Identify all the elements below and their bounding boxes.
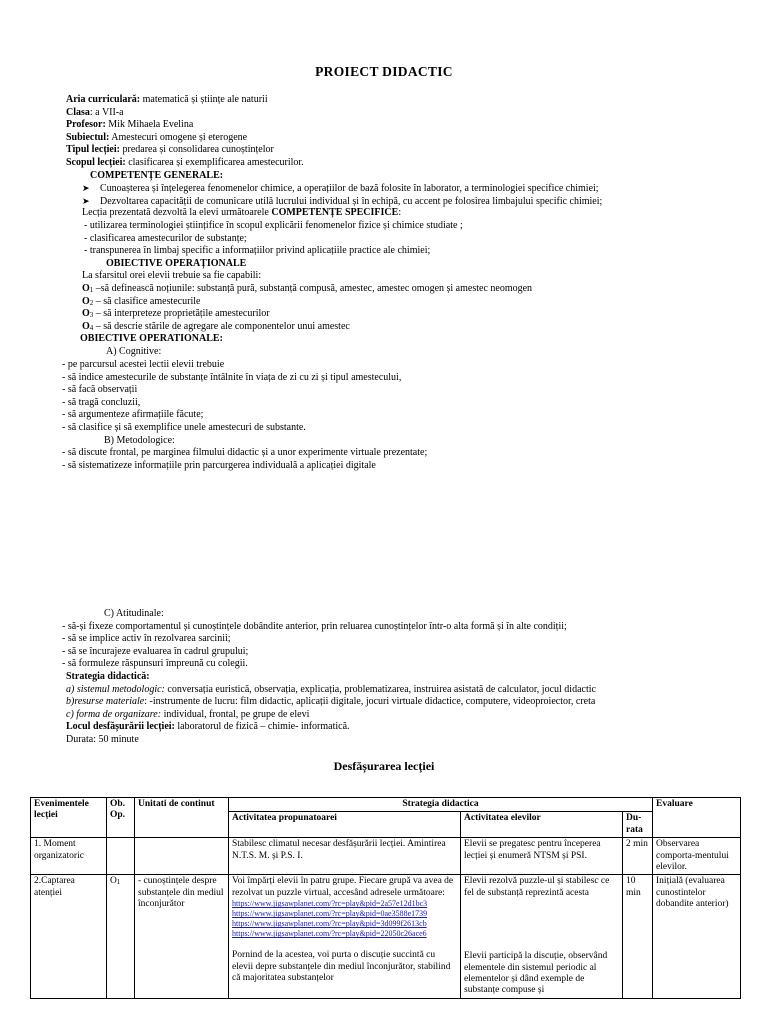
header-evaluare: Evaluare [653,798,741,838]
header-unitati: Unitati de continut [135,798,229,838]
obiectiv-o1: O1 –să definească noțiunile: substanță pură, substanță compusă, amestec, amestec omogen și amestec neomogen [82,282,533,294]
competenta-specifica-2: - clasificarea amestecurilor de substanțe; [84,232,247,244]
cognitive-heading: A) Cognitive: [106,345,162,357]
meta-tip: Tipul lecției: predarea și consolidarea cunoștințelor [66,144,274,156]
cognitive-item: - să argumenteze afirmațiile făcute; [62,409,204,421]
cognitive-item: - să facă observații [62,384,138,396]
puzzle-link-3[interactable]: https://www.jigsawplanet.com/?rc=play&pid=3d099f2613cb [232,919,427,929]
competenta-generala-1: ➤ Cunoașterea și înțelegerea fenomenelor chimice, a operațiilor de bază folosite în laborator, a terminologiei specifice chimiei; [82,183,599,195]
table-row [31,838,741,875]
puzzle-link-2[interactable]: https://www.jigsawplanet.com/?rc=play&pid=0ae3588e1739 [232,909,428,919]
arrow-bullet-icon: ➤ [82,183,90,194]
atitudinale-item: - să formuleze răspunsuri împreună cu colegii. [62,658,248,670]
obiective-heading-2: OBIECTIVE OPERATIONALE: [80,333,223,345]
cell-propunatoare [229,875,461,998]
strategia-a: a) sistemul metodologic: conversația euristică, observația, explicația, problematizarea, instruirea asistată de calculator, jocul didactic [66,683,596,695]
atitudinale-item: - să se implice activ în rezolvarea sarcinii; [62,633,231,645]
metodologice-item: - să sistematizeze informațiile prin parcurgerea individuală a aplicației digitale [62,459,376,471]
cognitive-list [62,359,702,472]
meta-subiect: Subiectul: Amestecuri omogene și eterogene [66,131,248,143]
table-row [31,875,741,998]
puzzle-link-1[interactable]: https://www.jigsawplanet.com/?rc=play&pid=2a57e12d1bc3 [232,899,428,909]
strategia-heading: Strategia didactică: [66,670,150,682]
cell-evaluare: Inițială (evaluarea cunostintelor dobandite anterior) [653,875,741,998]
header-activitatea-elevilor: Activitatea elevilor [461,812,623,838]
arrow-bullet-icon: ➤ [82,195,90,206]
atitudinale-item: - să se încurajeze evaluarea în cadrul grupului; [62,645,249,657]
page-title: PROIECT DIDACTIC [315,64,453,79]
meta-profesor: Profesor: Mik Mihaela Evelina [66,119,194,131]
cell-ob [107,838,135,875]
cognitive-item: - să clasifice și să exemplifice unele amestecuri de substante. [62,421,306,433]
obiective-intro: La sfarsitul orei elevii trebuie sa fie capabili: [82,270,262,282]
strategia-b: b)resurse materiale: -instrumente de lucru: film didactic, aplicații digitale, jocuri virtuale didactice, computere, videoproiector, creta [66,696,596,708]
header-ob-op: Ob. Op. [107,798,135,838]
meta-aria: Aria curriculară: matematică și științe ale naturii [66,94,268,105]
header-strategia: Strategia didactica [229,798,653,812]
strategia-loc: Locul desfășurării lecției: laboratorul de fizică – chimie- informatică. [66,721,350,733]
lesson-table [30,797,741,999]
cell-propunatoare: Stabilesc climatul necesar desfășurării lecției. Amintirea N.T.S. M. și P.S. I. [229,838,461,875]
competenta-specifica-1: - utilizarea terminologiei științifice în scopul explicării fenomenelor fizice și chimice studiate ; [84,219,463,231]
atitudinale-strategia [62,608,742,747]
competenta-specifica-3: - transpunerea în limbaj specific a informațiilor privind aplicațiile practice ale chimiei; [84,245,431,257]
cell-elevi [461,875,623,998]
cell-elevi: Elevii se pregatesc pentru începerea lecției și enumeră NTSM și PSI. [461,838,623,875]
table-header-row [31,798,741,812]
cell-unitati [135,838,229,875]
meta-scop: Scopul lecției: clasificarea și exemplificarea amestecurilor. [66,156,304,168]
obiectiv-o3: O3 – să interpreteze proprietățile amestecurilor [82,308,270,320]
cell-eveniment: 1. Moment organizatoric [31,838,107,875]
cognitive-item: - să indice amestecurile de substanțe întâlnite în viața de zi cu zi și tipul amestecului, [62,371,402,383]
propunatoare-text-a: Voi împărți elevii în patru grupe. Fiecare grupă va avea de rezolvat un puzzle virtual, accesând adresele următoare: [232,876,454,898]
puzzle-link-4[interactable]: https://www.jigsawplanet.com/?rc=play&pid=22050c26ace6 [232,929,427,939]
cell-eveniment: 2.Captarea atenției [31,875,107,998]
metodologice-item: - să discute frontal, pe marginea filmului didactic și a unor experimente virtuale prezentate; [62,447,428,459]
strategia-c: c) forma de organizare: individual, frontal, pe grupe de elevi [66,708,310,720]
atitudinale-item: - să-și fixeze comportamentul și cunoștințele dobândite anterior, prin reluarea cunoștințelor într-o alta formă și în alte condiții; [62,620,567,632]
competente-generale-heading: COMPETENȚE GENERALE: [90,169,224,181]
obiectiv-o4: O4 – să descrie stările de agregare ale componentelor unui amestec [82,320,350,332]
cell-durata: 10 min [623,875,653,998]
cell-durata: 2 min [623,838,653,875]
competenta-generala-2: ➤ Dezvoltarea capacității de comunicare utilă lucrului individual și în echipă, cu accent pe folosirea limbajului specific chimiei; [82,195,603,207]
cell-ob: O1 [107,875,135,998]
cell-evaluare: Observarea comporta-mentului elevilor. [653,838,741,875]
propunatoare-text-b: Pornind de la acestea, voi purta o discuție succintă cu elevii depre substanțele din mediul înconjurător, stabilind că majoritatea substanțelor [232,950,451,984]
header-activitatea-propunatoarei: Activitatea propunatoarei [229,812,461,838]
elevi-text-a: Elevii rezolvă puzzle-ul și stabilesc ce fel de substanță reprezintă acesta [464,876,610,898]
header-evenimente: Evenimentele lecției [31,798,107,838]
elevi-text-b: Elevii participă la discuție, observând elementele din sistemul periodic al elementelor și dând exemple de substanțe compuse și [464,951,608,996]
meta-clasa: Clasa: a VII-a [66,106,124,118]
cognitive-item: - pe parcursul acestei lectii elevii trebuie [62,359,225,370]
lesson-table-title: Desfășurarea lecției [333,759,435,773]
obiectiv-o2: O2 – să clasifice amestecurile [82,295,201,307]
cell-unitati: - cunoștințele despre substanțele din mediul înconjurător [135,875,229,998]
strategia-durata: Durata: 50 minute [66,733,139,745]
atitudinale-heading: C) Atitudinale: [104,608,164,619]
metodologice-heading: B) Metodologice: [104,434,175,446]
competente-specifice-intro: Lecția prezentată dezvoltă la elevi următoarele COMPETENȚE SPECIFICE: [82,207,402,219]
obiective-heading-1: OBIECTIVE OPERAȚIONALE [106,257,247,269]
header-durata: Du-rata [623,812,653,838]
lesson-meta [66,94,706,358]
cognitive-item: - să tragă concluzii, [62,396,141,408]
